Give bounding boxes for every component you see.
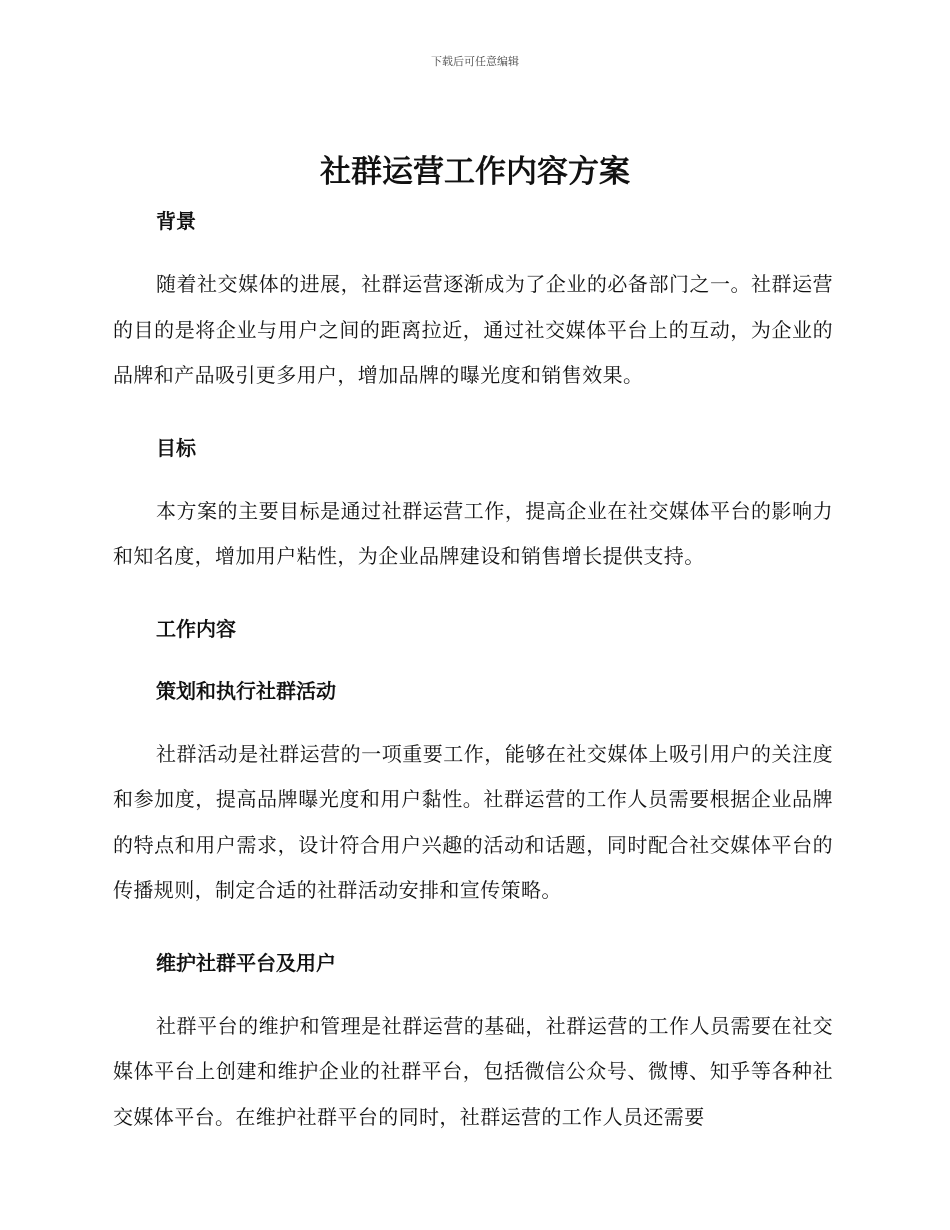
section-heading-background: 背景 bbox=[156, 209, 196, 233]
section-paragraph-goal: 本方案的主要目标是通过社群运营工作，提高企业在社交媒体平台的影响力和知名度，增加用户粘性，为企业品牌建设和销售增长提供支持。 bbox=[113, 498, 833, 568]
document-title: 社群运营工作内容方案 bbox=[320, 154, 630, 190]
section-heading-activities: 策划和执行社群活动 bbox=[156, 678, 336, 703]
section-paragraph-background: 随着社交媒体的进展，社群运营逐渐成为了企业的必备部门之一。社群运营的目的是将企业与用户之间的距离拉近，通过社交媒体平台上的互动，为企业的品牌和产品吸引更多用户，增加品牌的曝光度和销售效果。 bbox=[113, 272, 833, 387]
section-heading-maintain: 维护社群平台及用户 bbox=[156, 950, 336, 975]
section-heading-work: 工作内容 bbox=[156, 616, 236, 641]
header-note: 下载后可任意编辑 bbox=[431, 55, 519, 68]
document-body bbox=[113, 200, 833, 1140]
section-heading-goal: 目标 bbox=[156, 435, 196, 460]
section-paragraph-activities: 社群活动是社群运营的一项重要工作，能够在社交媒体上吸引用户的关注度和参加度，提高品牌曝光度和用户黏性。社群运营的工作人员需要根据企业品牌的特点和用户需求，设计符合用户兴趣的活动和话题，同时配合社交媒体平台的传播规则，制定合适的社群活动安排和宣传策略。 bbox=[113, 741, 833, 902]
section-paragraph-maintain: 社群平台的维护和管理是社群运营的基础，社群运营的工作人员需要在社交媒体平台上创建和维护企业的社群平台，包括微信公众号、微博、知乎等各种社交媒体平台。在维护社群平台的同时，社群运营的工作人员还需要 bbox=[113, 1013, 833, 1129]
